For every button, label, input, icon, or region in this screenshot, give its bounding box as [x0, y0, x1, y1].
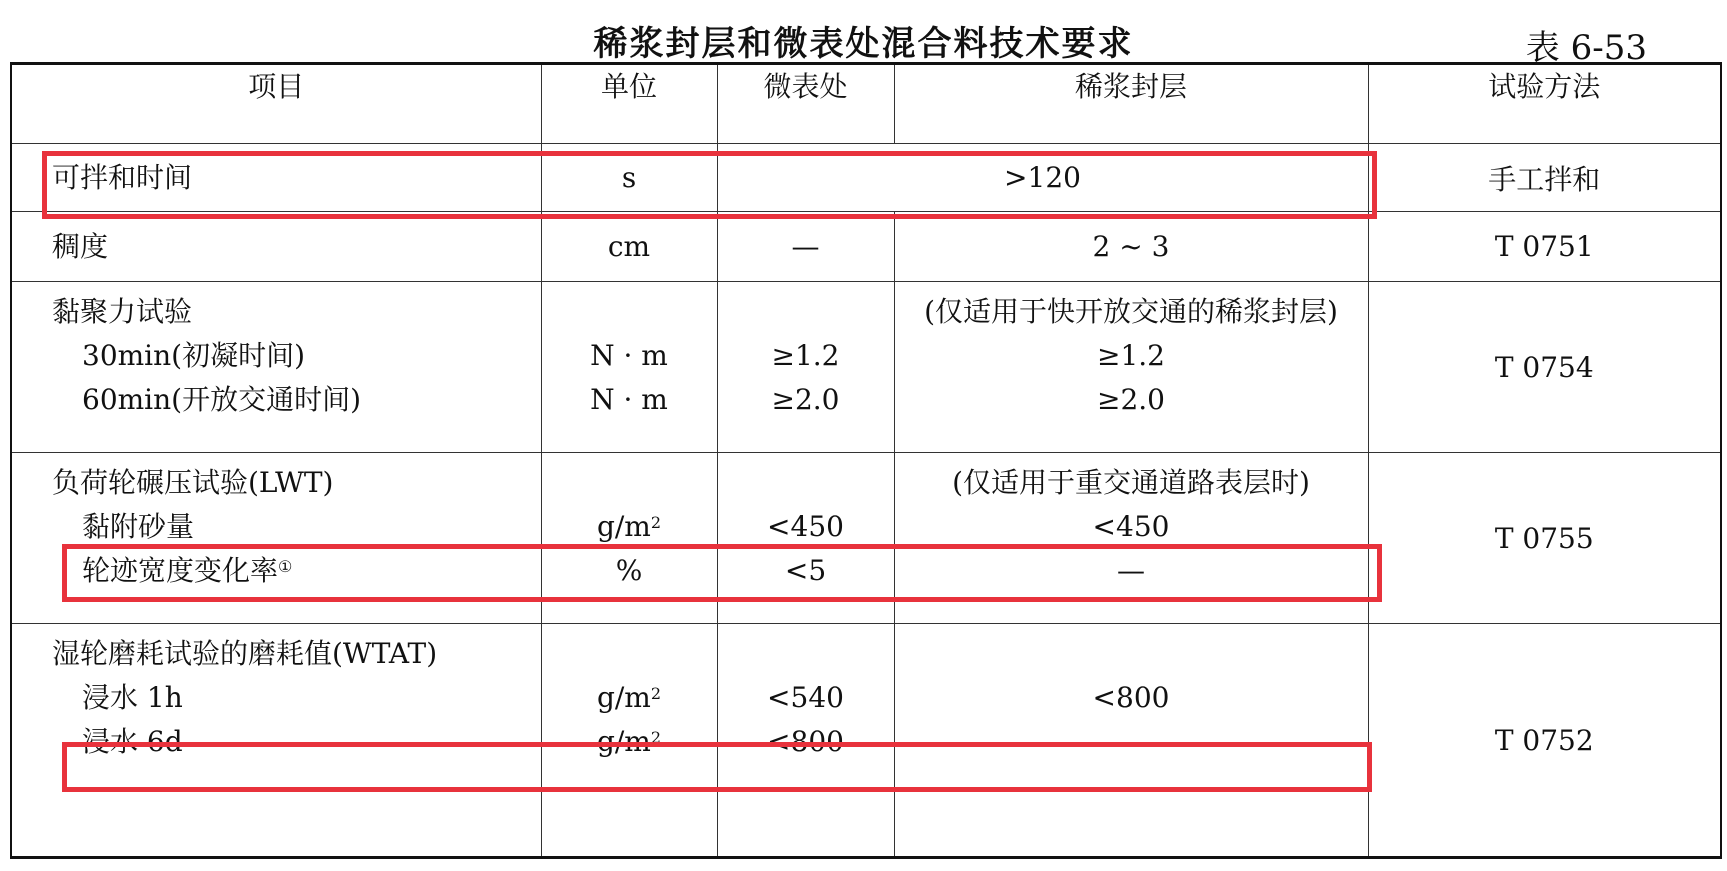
header-slurry: 稀浆封层	[894, 64, 1368, 144]
unit-value: $g/m^2$	[596, 510, 662, 543]
item-cell	[11, 453, 541, 624]
micro-value: <450	[767, 510, 844, 543]
row-mixing	[11, 144, 1721, 212]
micro-cell	[717, 453, 894, 624]
unit-cell: cm	[541, 212, 717, 282]
item-label: 湿轮磨耗试验的磨耗值(WTAT)	[52, 637, 438, 670]
method-cell: T 0751	[1368, 212, 1721, 282]
method-cell: 手工拌和	[1368, 144, 1721, 212]
spec-table	[10, 62, 1722, 859]
slurry-value: ≥2.0	[1097, 383, 1165, 416]
sub-item-label: 浸水 6d	[82, 725, 183, 758]
slurry-cell	[894, 453, 1368, 624]
micro-cell	[717, 624, 894, 858]
item-label: 稠度	[52, 229, 109, 263]
row-consistency	[11, 212, 1721, 282]
sub-item-label: 浸水 1h	[82, 681, 183, 714]
header-unit: 单位	[541, 64, 717, 144]
item-label: 负荷轮碾压试验(LWT)	[52, 466, 334, 499]
unit-cell	[541, 282, 717, 453]
unit-value: $g/m^2$	[596, 725, 662, 758]
sub-item-label-with-note: 轮迹宽度变化率①	[82, 554, 293, 587]
footnote-mark: ①	[278, 557, 293, 576]
unit-cell	[541, 624, 717, 858]
unit-value: N · m	[590, 339, 668, 372]
table-number: 表 6-53	[1525, 28, 1647, 68]
slurry-note: (仅适用于重交通道路表层时)	[952, 466, 1310, 499]
table-title: 稀浆封层和微表处混合料技术要求	[593, 24, 1134, 64]
micro-value: <5	[784, 554, 827, 587]
method-cell: T 0755	[1368, 453, 1721, 624]
slurry-cell: 2 ~ 3	[894, 212, 1368, 282]
slurry-value: —	[1117, 554, 1145, 587]
unit-value: %	[615, 554, 643, 587]
header-method: 试验方法	[1368, 64, 1721, 144]
header-micro: 微表处	[717, 64, 894, 144]
sub-item-label: 黏附砂量	[82, 510, 195, 543]
slurry-value: <800	[1092, 681, 1170, 714]
slurry-value: —	[1117, 725, 1145, 758]
micro-value: <800	[767, 725, 844, 758]
row-wtat	[11, 624, 1721, 858]
sub-item-label: 60min(开放交通时间)	[82, 383, 362, 416]
item-cell	[11, 212, 541, 282]
micro-cell: —	[717, 212, 894, 282]
unit-cell	[541, 453, 717, 624]
item-cell	[11, 624, 541, 858]
header-item: 项目	[11, 64, 541, 144]
micro-cell	[717, 282, 894, 453]
slurry-cell	[894, 282, 1368, 453]
item-label: 黏聚力试验	[52, 295, 193, 328]
item-label: 可拌和时间	[52, 160, 193, 194]
micro-value: ≥1.2	[771, 339, 840, 372]
micro-value: <540	[767, 681, 844, 714]
slurry-value: ≥1.2	[1097, 339, 1165, 372]
item-cell	[11, 282, 541, 453]
unit-cell: s	[541, 144, 717, 212]
slurry-cell	[894, 624, 1368, 858]
row-lwt	[11, 453, 1721, 624]
micro-value: ≥2.0	[771, 383, 840, 416]
method-cell: T 0752	[1368, 624, 1721, 858]
unit-value: $g/m^2$	[596, 681, 662, 714]
header-row	[11, 64, 1721, 144]
sub-item-label: 30min(初凝时间)	[82, 339, 306, 372]
row-cohesion	[11, 282, 1721, 453]
item-cell	[11, 144, 541, 212]
merged-value-cell: >120	[717, 144, 1368, 212]
unit-value: N · m	[590, 383, 668, 416]
slurry-value: <450	[1092, 510, 1170, 543]
slurry-note: (仅适用于快开放交通的稀浆封层)	[924, 295, 1338, 328]
method-cell: T 0754	[1368, 282, 1721, 453]
